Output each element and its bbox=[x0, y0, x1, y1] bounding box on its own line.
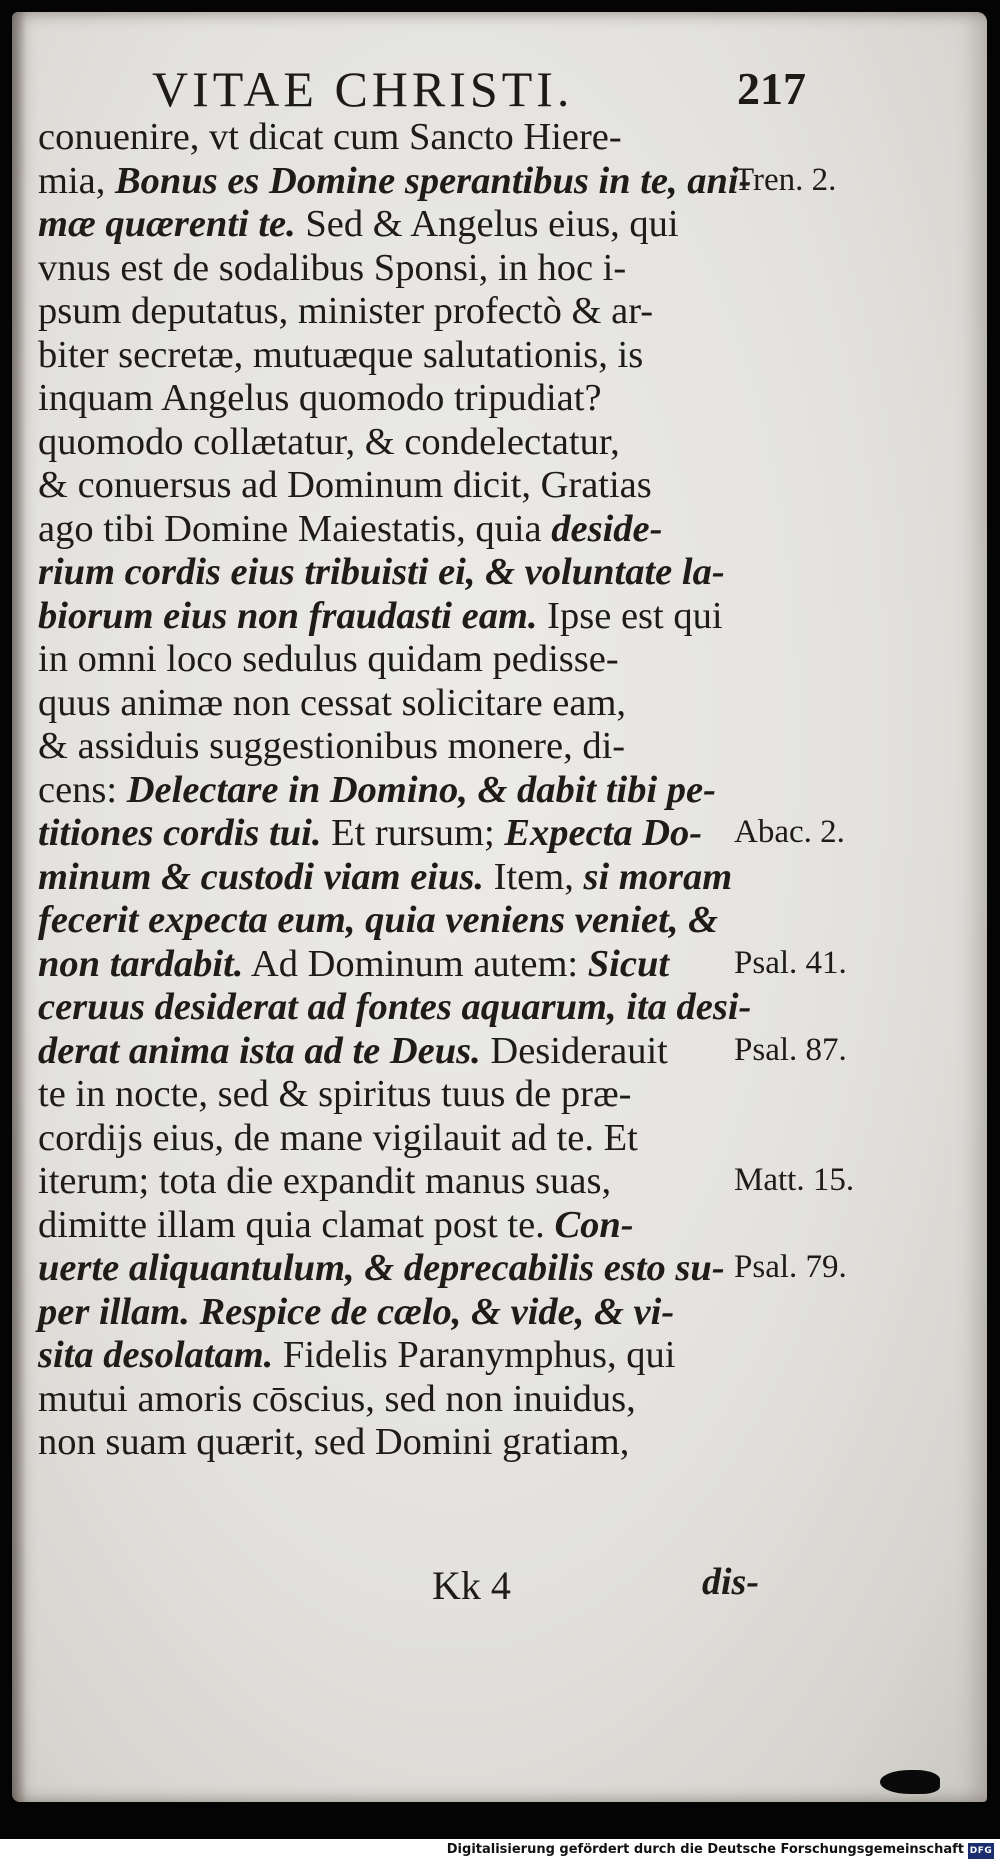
roman-span: dimitte illam quia clamat post te. bbox=[38, 1203, 555, 1246]
italic-span: Sicut bbox=[587, 942, 670, 985]
roman-span: Sed & Angelus eius, qui bbox=[295, 203, 679, 245]
italic-span: titiones cordis tui. bbox=[38, 812, 322, 854]
roman-span: quomodo collætatur, & condelectatur, bbox=[38, 420, 620, 463]
roman-span: & conuersus ad Dominum dicit, Gratias bbox=[38, 464, 652, 506]
roman-span: Fidelis Paranymphus, qui bbox=[273, 1334, 676, 1376]
roman-span: Desiderauit bbox=[480, 1029, 668, 1072]
text-line bbox=[38, 1117, 738, 1161]
roman-span: conuenire, vt dicat cum Sancto Hiere- bbox=[38, 116, 622, 158]
italic-span: Bonus es Domine sperantibus in te, ani- bbox=[114, 159, 752, 202]
italic-span: biorum eius non fraudasti eam. bbox=[38, 594, 538, 637]
margin-reference: Psal. 87. bbox=[734, 1031, 847, 1068]
text-line bbox=[38, 377, 738, 421]
italic-span: mæ quærenti te. bbox=[38, 203, 296, 245]
margin-reference: Tren. 2. bbox=[734, 161, 837, 198]
italic-span: Delectare in Domino, & dabit tibi pe- bbox=[126, 768, 716, 811]
margin-reference: Psal. 79. bbox=[734, 1249, 847, 1285]
text-line bbox=[38, 1421, 738, 1465]
roman-span: Ad Dominum autem: bbox=[243, 942, 588, 985]
text-line bbox=[38, 421, 738, 465]
book-page bbox=[12, 12, 987, 1802]
text-line bbox=[38, 1378, 738, 1422]
catchword: dis- bbox=[702, 1561, 759, 1603]
text-line bbox=[38, 638, 738, 682]
italic-span: uerte aliquantulum, & deprecabilis esto su- bbox=[38, 1247, 725, 1289]
text-line bbox=[38, 986, 752, 1030]
italic-span: rium cordis eius tribuisti ei, & voluntate la- bbox=[38, 551, 725, 593]
roman-span: ago tibi Domine Maiestatis, quia bbox=[38, 507, 552, 550]
roman-span: Item, bbox=[484, 855, 584, 898]
dfg-logo-icon: DFG bbox=[968, 1843, 994, 1859]
text-line bbox=[38, 943, 738, 987]
page-gutter-shadow bbox=[12, 12, 26, 1802]
text-line bbox=[38, 1334, 738, 1378]
text-line bbox=[38, 1247, 738, 1291]
italic-span: sita desolatam. bbox=[38, 1334, 274, 1376]
text-line bbox=[38, 769, 738, 813]
text-line bbox=[38, 334, 738, 378]
page-number: 217 bbox=[737, 63, 806, 114]
italic-span: si moram bbox=[583, 855, 733, 898]
roman-span: in omni loco sedulus quidam pedisse- bbox=[38, 638, 619, 680]
text-line bbox=[38, 116, 738, 160]
italic-span: Expecta Do- bbox=[504, 812, 703, 854]
roman-span: Ipse est qui bbox=[537, 594, 723, 637]
roman-span: & assiduis suggestionibus monere, di- bbox=[38, 725, 626, 767]
roman-span: psum deputatus, minister profectò & ar- bbox=[38, 290, 654, 332]
roman-span: cordijs eius, de mane vigilauit ad te. Et bbox=[38, 1116, 638, 1159]
italic-span: deside- bbox=[551, 507, 663, 550]
roman-span: biter secretæ, mutuæque salutationis, is bbox=[38, 333, 644, 376]
text-line bbox=[38, 159, 752, 204]
text-line bbox=[38, 1073, 738, 1117]
signature-mark: Kk 4 bbox=[432, 1563, 511, 1608]
margin-reference: Psal. 41. bbox=[734, 944, 847, 981]
roman-span: te in nocte, sed & spiritus tuus de præ- bbox=[38, 1073, 632, 1115]
italic-span: per illam. Respice de cælo, & vide, & vi- bbox=[38, 1290, 675, 1333]
text-line bbox=[38, 203, 738, 247]
running-title: VITAE CHRISTI. bbox=[152, 61, 574, 117]
italic-span: non tardabit. bbox=[38, 942, 244, 985]
roman-span: mia, bbox=[38, 159, 115, 202]
text-line bbox=[38, 899, 738, 943]
ink-stain bbox=[880, 1770, 940, 1794]
italic-span: derat anima ista ad te Deus. bbox=[38, 1029, 481, 1072]
text-line bbox=[38, 1291, 738, 1335]
roman-span: iterum; tota die expandit manus suas, bbox=[38, 1160, 612, 1202]
credit-text: Digitalisierung gefördert durch die Deutsche Forschungsgemeinschaft bbox=[446, 1842, 964, 1857]
roman-span: Et rursum; bbox=[321, 812, 505, 854]
italic-span: fecerit expecta eum, quia veniens veniet, & bbox=[38, 899, 719, 941]
text-line bbox=[38, 551, 738, 595]
text-line bbox=[38, 812, 738, 856]
text-line bbox=[38, 464, 738, 508]
body-text bbox=[38, 116, 752, 1465]
text-line bbox=[38, 508, 738, 552]
text-line bbox=[38, 1160, 738, 1204]
text-line bbox=[38, 682, 738, 726]
text-line bbox=[38, 1030, 738, 1074]
margin-reference: Abac. 2. bbox=[734, 814, 845, 850]
roman-span: mutui amoris cōscius, sed non inuidus, bbox=[38, 1377, 636, 1420]
roman-span: inquam Angelus quomodo tripudiat? bbox=[38, 377, 602, 419]
italic-span: ceruus desiderat ad fontes aquarum, ita desi- bbox=[38, 986, 752, 1028]
text-line bbox=[38, 856, 738, 900]
text-line bbox=[38, 247, 738, 291]
text-line bbox=[38, 290, 738, 334]
margin-reference: Matt. 15. bbox=[734, 1162, 855, 1198]
text-line bbox=[38, 595, 738, 639]
roman-span: vnus est de sodalibus Sponsi, in hoc i- bbox=[38, 246, 627, 289]
italic-span: minum & custodi viam eius. bbox=[38, 855, 485, 898]
roman-span: quus animæ non cessat solicitare eam, bbox=[38, 681, 627, 724]
italic-span: Con- bbox=[554, 1203, 634, 1246]
roman-span: cens: bbox=[38, 768, 127, 811]
credit-bar bbox=[0, 1839, 1000, 1863]
roman-span: non suam quærit, sed Domini gratiam, bbox=[38, 1421, 630, 1463]
text-line bbox=[38, 725, 738, 769]
text-line bbox=[38, 1204, 738, 1248]
